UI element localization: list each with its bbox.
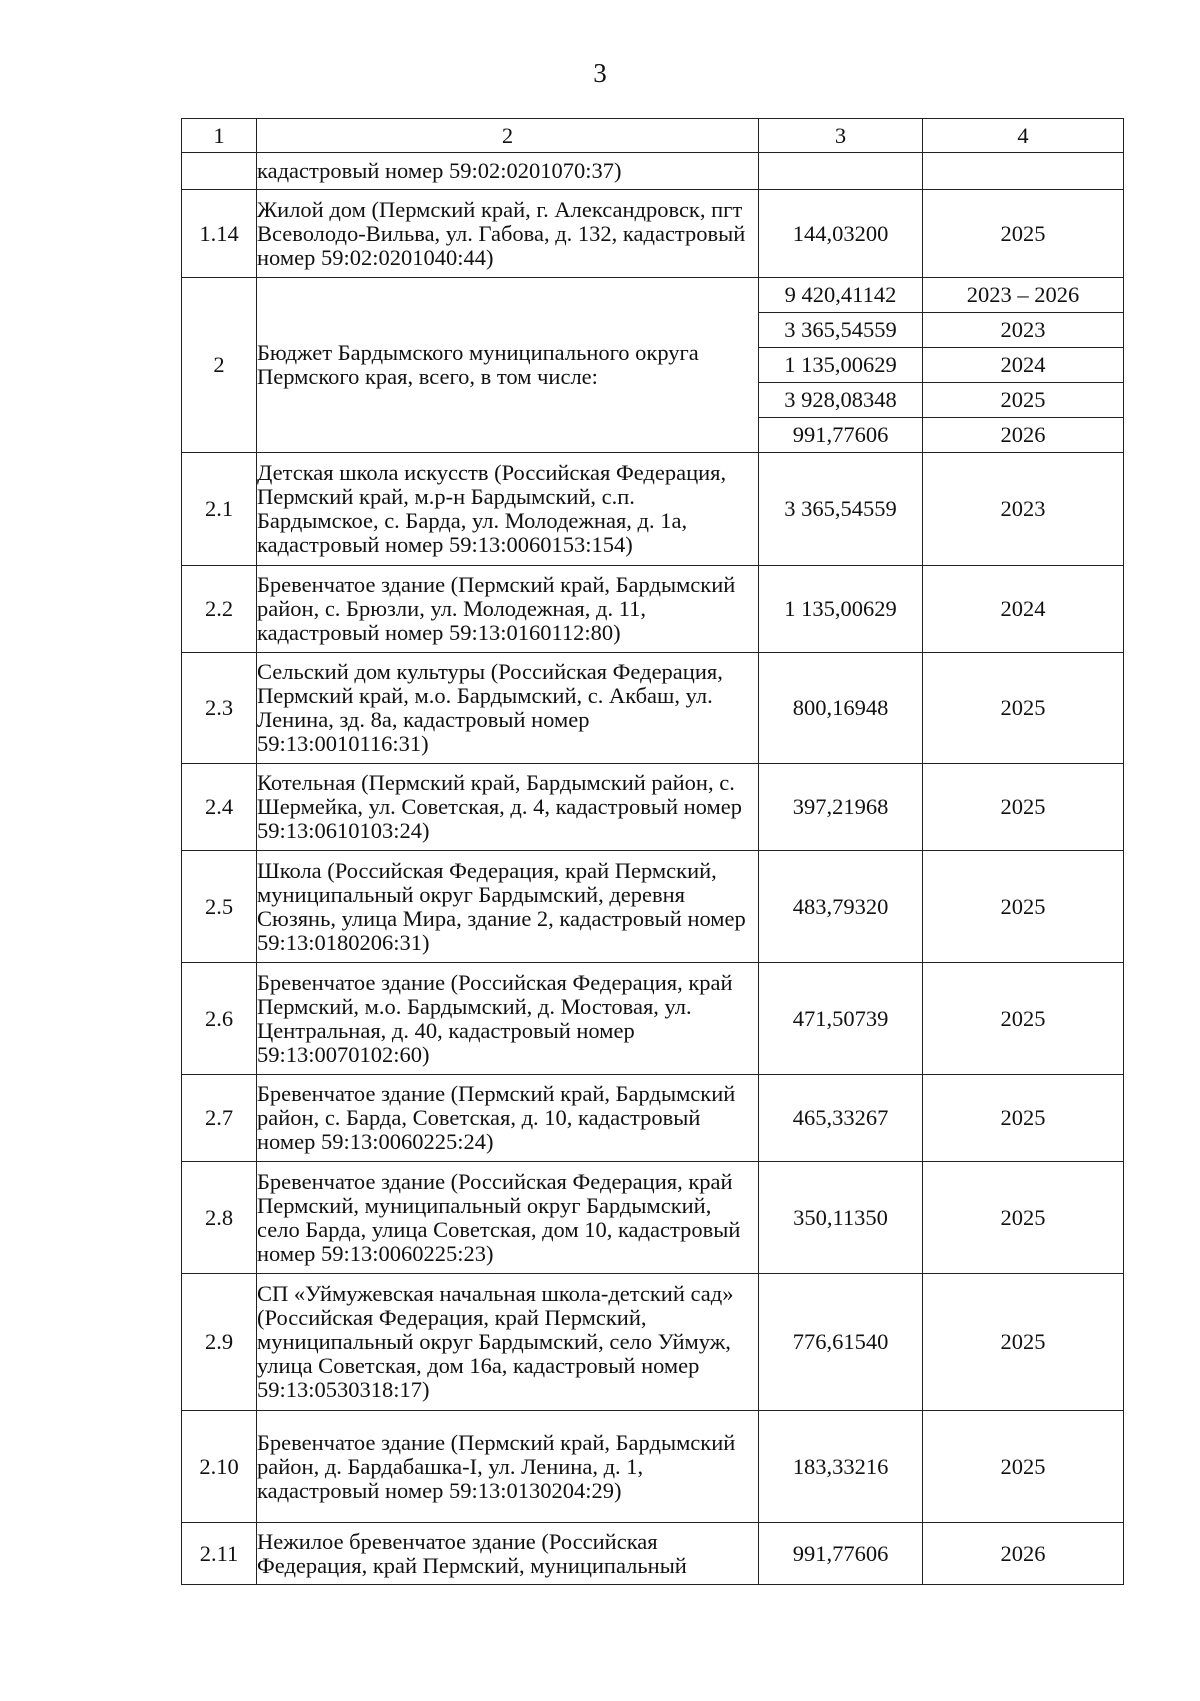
budget-year: 2025	[923, 383, 1124, 418]
row-amount: 3 365,54559	[759, 453, 923, 566]
row-description: Котельная (Пермский край, Бардымский район, с. Шермейка, ул. Советская, д. 4, кадастровый номер 59:13:0610103:24)	[257, 764, 759, 851]
row-year: 2023	[923, 453, 1124, 566]
row-description: Бревенчатое здание (Пермский край, Бардымский район, д. Бардабашка-I, ул. Ленина, д. 1, кадастровый номер 59:13:0130204:29)	[257, 1411, 759, 1523]
row-description: Бревенчатое здание (Пермский край, Бардымский район, с. Барда, Советская, д. 10, кадастровый номер 59:13:0060225:24)	[257, 1075, 759, 1162]
row-amount: 471,50739	[759, 963, 923, 1075]
budget-amount: 1 135,00629	[759, 348, 923, 383]
row-amount: 991,77606	[759, 1523, 923, 1585]
table-row	[182, 1411, 1124, 1523]
row-number: 2.1	[182, 453, 257, 566]
row-year	[923, 153, 1124, 190]
row-number: 2.6	[182, 963, 257, 1075]
row-description: СП «Уймужевская начальная школа-детский сад» (Российская Федерация, край Пермский, муниципальный округ Бардымский, село Уймуж, улица Советская, дом 16а, кадастровый номер 59:13:0530318:17)	[257, 1274, 759, 1411]
row-description: Школа (Российская Федерация, край Пермский, муниципальный округ Бардымский, деревня Сюзянь, улица Мира, здание 2, кадастровый номер 59:13:0180206:31)	[257, 851, 759, 963]
table-row	[182, 1075, 1124, 1162]
row-year: 2025	[923, 653, 1124, 764]
table-row	[182, 1523, 1124, 1585]
table-row	[182, 1274, 1124, 1411]
budget-number: 2	[182, 278, 257, 453]
budget-year: 2024	[923, 348, 1124, 383]
row-year: 2025	[923, 1075, 1124, 1162]
row-amount: 350,11350	[759, 1162, 923, 1274]
row-number: 2.4	[182, 764, 257, 851]
row-year: 2025	[923, 1411, 1124, 1523]
row-number: 2.7	[182, 1075, 257, 1162]
header-col-4: 4	[923, 119, 1124, 153]
row-number	[182, 153, 257, 190]
row-number: 1.14	[182, 190, 257, 278]
budget-year: 2023	[923, 313, 1124, 348]
row-amount: 483,79320	[759, 851, 923, 963]
row-year: 2025	[923, 1162, 1124, 1274]
table-row	[182, 653, 1124, 764]
row-amount: 183,33216	[759, 1411, 923, 1523]
budget-year: 2023 – 2026	[923, 278, 1124, 313]
budget-year: 2026	[923, 418, 1124, 453]
budget-row	[182, 278, 1124, 313]
budget-table	[181, 118, 1124, 1585]
table-row	[182, 764, 1124, 851]
row-number: 2.3	[182, 653, 257, 764]
row-amount: 465,33267	[759, 1075, 923, 1162]
row-description: Бревенчатое здание (Российская Федерация, край Пермский, муниципальный округ Бардымский, село Барда, улица Советская, дом 10, кадастровый номер 59:13:0060225:23)	[257, 1162, 759, 1274]
table-row	[182, 190, 1124, 278]
table-row	[182, 566, 1124, 653]
row-description: Сельский дом культуры (Российская Федерация, Пермский край, м.о. Бардымский, с. Акбаш, ул. Ленина, зд. 8а, кадастровый номер 59:13:0010116:31)	[257, 653, 759, 764]
row-description: Нежилое бревенчатое здание (Российская Федерация, край Пермский, муниципальный	[257, 1523, 759, 1585]
budget-description: Бюджет Бардымского муниципального округа Пермского края, всего, в том числе:	[257, 278, 759, 453]
row-number: 2.9	[182, 1274, 257, 1411]
table-body	[182, 119, 1124, 1585]
row-description: Бревенчатое здание (Пермский край, Бардымский район, с. Брюзли, ул. Молодежная, д. 11, кадастровый номер 59:13:0160112:80)	[257, 566, 759, 653]
header-col-2: 2	[257, 119, 759, 153]
table-row	[182, 851, 1124, 963]
row-number: 2.11	[182, 1523, 257, 1585]
table-row	[182, 153, 1124, 190]
table-row	[182, 1162, 1124, 1274]
row-year: 2025	[923, 190, 1124, 278]
row-amount: 800,16948	[759, 653, 923, 764]
row-year: 2025	[923, 764, 1124, 851]
table-row	[182, 963, 1124, 1075]
row-year: 2025	[923, 1274, 1124, 1411]
row-number: 2.2	[182, 566, 257, 653]
row-description: кадастровый номер 59:02:0201070:37)	[257, 153, 759, 190]
row-year: 2025	[923, 851, 1124, 963]
budget-amount: 991,77606	[759, 418, 923, 453]
row-number: 2.5	[182, 851, 257, 963]
table-row	[182, 453, 1124, 566]
row-number: 2.8	[182, 1162, 257, 1274]
row-amount: 1 135,00629	[759, 566, 923, 653]
table-header-row	[182, 119, 1124, 153]
row-number: 2.10	[182, 1411, 257, 1523]
page-number: 3	[593, 58, 607, 88]
row-year: 2026	[923, 1523, 1124, 1585]
row-description: Бревенчатое здание (Российская Федерация, край Пермский, м.о. Бардымский, д. Мостовая, ул. Центральная, д. 40, кадастровый номер 59:13:0070102:60)	[257, 963, 759, 1075]
row-description: Детская школа искусств (Российская Федерация, Пермский край, м.р-н Бардымский, с.п. Бардымское, с. Барда, ул. Молодежная, д. 1а, кадастровый номер 59:13:0060153:154)	[257, 453, 759, 566]
row-description: Жилой дом (Пермский край, г. Александровск, пгт Всеволодо-Вильва, ул. Габова, д. 132, кадастровый номер 59:02:0201040:44)	[257, 190, 759, 278]
budget-amount: 3 365,54559	[759, 313, 923, 348]
row-year: 2025	[923, 963, 1124, 1075]
row-amount	[759, 153, 923, 190]
header-col-1: 1	[182, 119, 257, 153]
row-amount: 776,61540	[759, 1274, 923, 1411]
row-amount: 144,03200	[759, 190, 923, 278]
row-amount: 397,21968	[759, 764, 923, 851]
budget-amount: 3 928,08348	[759, 383, 923, 418]
row-year: 2024	[923, 566, 1124, 653]
budget-amount: 9 420,41142	[759, 278, 923, 313]
header-col-3: 3	[759, 119, 923, 153]
